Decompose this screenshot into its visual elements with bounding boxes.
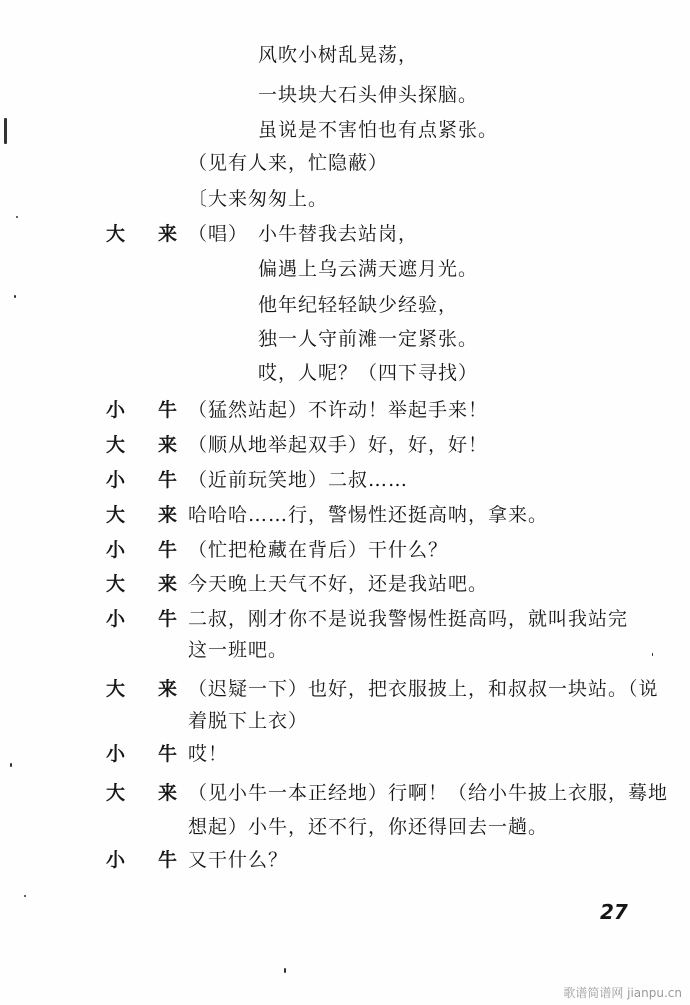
- dialogue-line: 今天晚上天气不好，还是我站吧。: [188, 573, 489, 595]
- speaker-char: 来: [158, 223, 178, 245]
- dialogue-line: （见小牛一本正经地）行啊！（给小牛披上衣服，蓦地: [188, 782, 669, 804]
- scan-mark: [16, 216, 18, 218]
- speaker-char: 牛: [158, 469, 178, 491]
- dialogue-line: 哎！: [188, 743, 229, 765]
- song-line-3: 虽说是不害怕也有点紧张。: [258, 119, 499, 141]
- dialogue-line-continued: 想起）小牛，还不行，你还得回去一趟。: [188, 816, 549, 838]
- speaker-char: 小: [106, 469, 126, 491]
- scan-mark: [14, 295, 16, 298]
- speaker-char: 来: [158, 782, 178, 804]
- dialogue-line-continued: 着脱下上衣）: [188, 710, 309, 732]
- speaker-char: 大: [106, 223, 126, 245]
- stage-direction: 〔大来匆匆上。: [188, 188, 329, 210]
- speaker-char: 小: [106, 608, 126, 630]
- song-line: 小牛替我去站岗，: [258, 223, 419, 245]
- dialogue-line: （忙把枪藏在背后）干什么？: [188, 539, 449, 561]
- speaker-char: 来: [158, 678, 178, 700]
- dialogue-line-continued: 这一班吧。: [188, 639, 289, 661]
- speaker-char: 牛: [158, 849, 178, 871]
- speaker-char: 大: [106, 782, 126, 804]
- speaker-char: 来: [158, 573, 178, 595]
- dialogue-line: （猛然站起）不许动！举起手来！: [188, 399, 489, 421]
- song-line: 他年纪轻轻缺少经验，: [258, 294, 459, 316]
- speaker-char: 小: [106, 849, 126, 871]
- speaker-char: 大: [106, 573, 126, 595]
- song-line: 哎，人呢？（四下寻找）: [258, 362, 479, 384]
- dialogue-line: 又干什么？: [188, 849, 289, 871]
- dialogue-line: （近前玩笑地）二叔……: [188, 469, 409, 491]
- song-line: 偏遇上乌云满天遮月光。: [258, 258, 479, 280]
- speaker-char: 小: [106, 539, 126, 561]
- song-line-1: 风吹小树乱晃荡，: [258, 44, 419, 66]
- speaker-char: 牛: [158, 743, 178, 765]
- scan-mark: [24, 895, 26, 897]
- speaker-char: 来: [158, 434, 178, 456]
- dialogue-line: （迟疑一下）也好，把衣服披上，和叔叔一块站。（说: [188, 678, 659, 700]
- speaker-char: 来: [158, 504, 178, 526]
- speaker-char: 牛: [158, 399, 178, 421]
- site-watermark: 歌谱简谱网 jianpu.cn: [563, 986, 682, 1000]
- speaker-char: 大: [106, 678, 126, 700]
- speaker-char: 大: [106, 434, 126, 456]
- speaker-char: 牛: [158, 539, 178, 561]
- speaker-char: 小: [106, 399, 126, 421]
- scan-mark: [10, 763, 12, 767]
- speaker-char: 小: [106, 743, 126, 765]
- page-number: 27: [600, 900, 628, 924]
- scan-mark: [284, 968, 286, 973]
- speaker-char: 大: [106, 504, 126, 526]
- dialogue-line: （顺从地举起双手）好，好，好！: [188, 434, 489, 456]
- singing-cue: （唱）: [188, 223, 249, 245]
- scan-mark: [652, 653, 653, 656]
- speaker-char: 牛: [158, 608, 178, 630]
- dialogue-line: 二叔，刚才你不是说我警惕性挺高吗，就叫我站完: [188, 608, 629, 630]
- stage-direction: （见有人来，忙隐蔽）: [188, 152, 389, 174]
- song-line: 独一人守前滩一定紧张。: [258, 328, 479, 350]
- song-line-2: 一块块大石头伸头探脑。: [258, 84, 479, 106]
- dialogue-line: 哈哈哈……行，警惕性还挺高呐，拿来。: [188, 504, 549, 526]
- scan-mark: [4, 118, 7, 144]
